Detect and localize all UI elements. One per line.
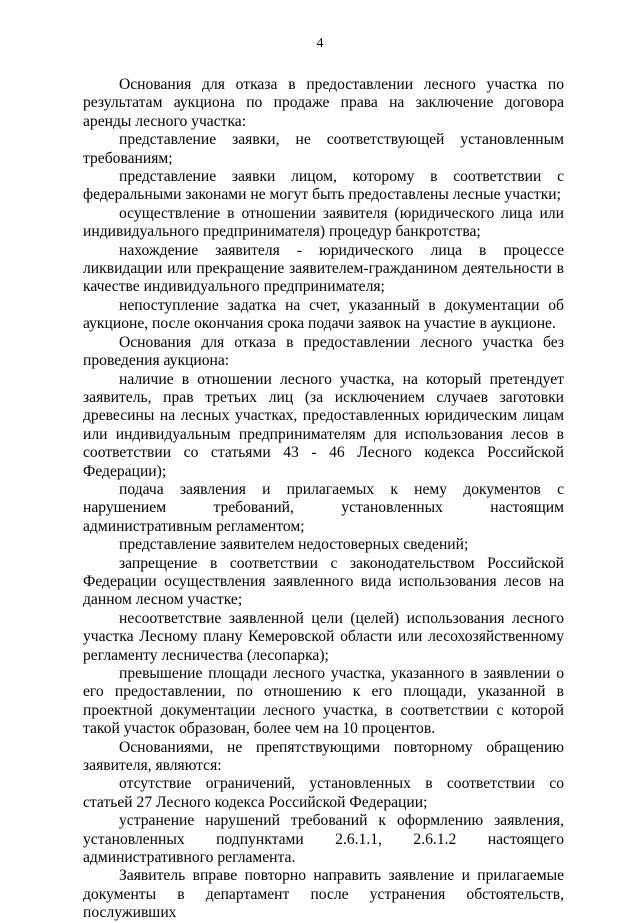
paragraph: осуществление в отношении заявителя (юридического лица или индивидуального предпринимателя) процедур банкротства; — [83, 204, 564, 241]
paragraph: несоответствие заявленной цели (целей) использования лесного участка Лесному плану Кемеровской области или лесохозяйственному регламенту лесничества (лесопарка); — [83, 609, 564, 664]
paragraph: нахождение заявителя - юридического лица в процессе ликвидации или прекращение заявителем-гражданином деятельности в качестве индивидуального предпринимателя; — [83, 241, 564, 296]
paragraph: Заявитель вправе повторно направить заявление и прилагаемые документы в департамент после устранения обстоятельств, послуживших — [83, 867, 564, 922]
paragraph: представление заявителем недостоверных сведений; — [119, 536, 469, 554]
paragraph: устранение нарушений требований к оформлению заявления, установленных подпунктами 2.6.1.1, 2.6.1.2 настоящего административного регламента. — [83, 812, 564, 867]
paragraph-no-auction-refusal-grounds: Основания для отказа в предоставлении лесного участка без проведения аукциона: — [83, 333, 564, 370]
paragraph: запрещение в соответствии с законодательством Российской Федерации осуществления заявленного вида использования лесов на данном лесном участке; — [83, 554, 564, 609]
paragraph-repeat-application-grounds: Основаниями, не препятствующими повторному обращению заявителя, являются: — [83, 738, 564, 775]
paragraph: подача заявления и прилагаемых к нему документов с нарушением требований, установленных настоящим административным регламентом; — [83, 480, 564, 535]
paragraph: наличие в отношении лесного участка, на который претендует заявитель, прав третьих лиц (за исключением случаев заготовки древесины на лесных участках, предоставленных юридическим лицам или индивидуальным предпринимателям для использования лесов в соответствии со статьями 43 - 46 Лесного кодекса Российской Федерации); — [83, 370, 564, 480]
paragraph-auction-refusal-grounds: Основания для отказа в предоставлении лесного участка по результатам аукциона по продаже права на заключение договора аренды лесного участка: — [83, 76, 564, 130]
document-body — [83, 76, 564, 923]
paragraph: превышение площади лесного участка, указанного в заявлении о его предоставлении, по отношению к его площади, указанной в проектной документации лесного участка, в соответствии с которой такой участок образован, более чем на 10 процентов. — [83, 665, 564, 738]
paragraph: представление заявки лицом, которому в соответствии с федеральными законами не могут быть предоставлены лесные участки; — [83, 168, 564, 204]
paragraph: отсутствие ограничений, установленных в соответствии со статьей 27 Лесного кодекса Российской Федерации; — [83, 775, 564, 811]
page-number: 4 — [316, 36, 324, 51]
paragraph: непоступление задатка на счет, указанный в документации об аукционе, после окончания срока подачи заявок на участие в аукционе. — [83, 296, 564, 333]
paragraph: представление заявки, не соответствующей установленным требованиям; — [83, 131, 564, 167]
